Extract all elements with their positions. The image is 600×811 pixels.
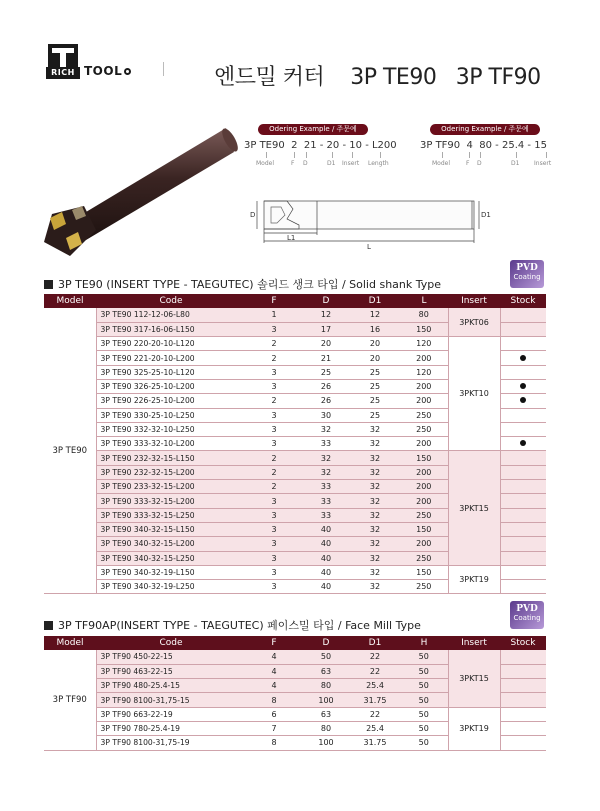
code-cell: 3P TE90 340-32-15-L200 [96, 537, 246, 551]
legend-d: D [477, 160, 482, 167]
stock-cell [500, 494, 546, 508]
code-cell: 3P TE90 332-32-10-L250 [96, 422, 246, 436]
d-cell: 26 [302, 379, 350, 393]
insert-cell: 3PKT15 [448, 650, 500, 707]
d-cell: 63 [302, 707, 350, 721]
stock-cell [500, 451, 546, 465]
logo-tool-text: TOOL [84, 64, 131, 78]
dim-d-label: D [250, 211, 256, 219]
code-cell: 3P TE90 317-16-06-L150 [96, 322, 246, 336]
d1-cell: 22 [350, 707, 400, 721]
stock-cell [500, 308, 546, 322]
d-cell: 17 [302, 322, 350, 336]
d1-cell: 31.75 [350, 693, 400, 707]
stock-cell [500, 508, 546, 522]
col-d1: D1 [350, 636, 400, 650]
d1-cell: 22 [350, 664, 400, 678]
code-cell: 3P TF90 463-22-15 [96, 664, 246, 678]
d1-cell: 32 [350, 465, 400, 479]
l-cell: 250 [400, 580, 448, 594]
endmill-tool-image [36, 110, 236, 260]
h-cell: 50 [400, 736, 448, 750]
col-code: Code [96, 636, 246, 650]
d1-cell: 20 [350, 337, 400, 351]
d1-cell: 16 [350, 322, 400, 336]
h-cell: 50 [400, 721, 448, 735]
d-cell: 33 [302, 437, 350, 451]
code-cell: 3P TF90 780-25.4-19 [96, 721, 246, 735]
dim-l1-label: L1 [287, 234, 296, 242]
ordering-label: Odering Example / 주문예 [258, 124, 368, 135]
stock-cell [500, 565, 546, 579]
d1-cell: 20 [350, 351, 400, 365]
col-d1: D1 [350, 294, 400, 308]
code-cell: 3P TE90 333-32-15-L200 [96, 494, 246, 508]
d1-cell: 31.75 [350, 736, 400, 750]
col-stock: Stock [500, 294, 546, 308]
l-cell: 120 [400, 365, 448, 379]
dim-d1-label: D1 [481, 211, 491, 219]
stock-cell [500, 736, 546, 750]
d1-cell: 25.4 [350, 721, 400, 735]
l-cell: 250 [400, 408, 448, 422]
page-title: 엔드밀 커터 3P TE90 3P TF90 [214, 65, 541, 90]
insert-cell: 3PKT19 [448, 707, 500, 750]
d-cell: 40 [302, 522, 350, 536]
ordering-code: 3P TF90 4 80 - 25.4 - 15 [420, 140, 547, 151]
stock-cell [500, 679, 546, 693]
in-stock-dot-icon [520, 355, 526, 361]
te90-spec-table [44, 294, 546, 594]
col-model: Model [44, 294, 96, 308]
h-cell: 50 [400, 707, 448, 721]
d-cell: 80 [302, 679, 350, 693]
l-cell: 200 [400, 480, 448, 494]
l-cell: 150 [400, 522, 448, 536]
d-cell: 12 [302, 308, 350, 322]
d1-cell: 32 [350, 508, 400, 522]
col-insert: Insert [448, 636, 500, 650]
brand-logo [46, 44, 146, 80]
l-cell: 150 [400, 322, 448, 336]
col-model: Model [44, 636, 96, 650]
code-cell: 3P TE90 333-32-15-L250 [96, 508, 246, 522]
dim-l-label: L [367, 243, 371, 251]
legend-length: Length [368, 160, 389, 167]
stock-cell [500, 408, 546, 422]
f-cell: 8 [246, 693, 302, 707]
d1-cell: 25 [350, 394, 400, 408]
d1-cell: 25 [350, 365, 400, 379]
d1-cell: 25 [350, 408, 400, 422]
code-cell: 3P TE90 112-12-06-L80 [96, 308, 246, 322]
l-cell: 120 [400, 337, 448, 351]
col-f: F [246, 636, 302, 650]
insert-cell: 3PKT06 [448, 308, 500, 337]
col-f: F [246, 294, 302, 308]
d1-cell: 32 [350, 580, 400, 594]
l-cell: 200 [400, 437, 448, 451]
d1-cell: 25.4 [350, 679, 400, 693]
in-stock-dot-icon [520, 440, 526, 446]
stock-cell [500, 379, 546, 393]
d-cell: 30 [302, 408, 350, 422]
insert-cell: 3PKT19 [448, 565, 500, 594]
f-cell: 3 [246, 580, 302, 594]
code-cell: 3P TF90 480-25.4-15 [96, 679, 246, 693]
l-cell: 200 [400, 494, 448, 508]
stock-cell [500, 664, 546, 678]
insert-cell: 3PKT10 [448, 337, 500, 451]
code-cell: 3P TE90 340-32-15-L250 [96, 551, 246, 565]
stock-cell [500, 721, 546, 735]
legend-insert: Insert [534, 160, 552, 167]
insert-cell: 3PKT15 [448, 451, 500, 565]
d-cell: 40 [302, 565, 350, 579]
l-cell: 250 [400, 422, 448, 436]
l-cell: 200 [400, 465, 448, 479]
code-cell: 3P TE90 333-32-10-L200 [96, 437, 246, 451]
col-insert: Insert [448, 294, 500, 308]
f-cell: 2 [246, 465, 302, 479]
ordering-example-tf90 [420, 124, 560, 174]
stock-cell [500, 337, 546, 351]
stock-cell [500, 437, 546, 451]
f-cell: 4 [246, 664, 302, 678]
in-stock-dot-icon [520, 397, 526, 403]
col-d: D [302, 294, 350, 308]
stock-cell [500, 522, 546, 536]
d-cell: 40 [302, 537, 350, 551]
d1-cell: 25 [350, 379, 400, 393]
d1-cell: 32 [350, 422, 400, 436]
stock-cell [500, 537, 546, 551]
d1-cell: 32 [350, 437, 400, 451]
d-cell: 80 [302, 721, 350, 735]
f-cell: 7 [246, 721, 302, 735]
pvd-coating-badge: PVD Coating [510, 260, 544, 288]
f-cell: 3 [246, 494, 302, 508]
l-cell: 250 [400, 551, 448, 565]
f-cell: 2 [246, 480, 302, 494]
code-cell: 3P TF90 450-22-15 [96, 650, 246, 664]
stock-cell [500, 707, 546, 721]
f-cell: 3 [246, 522, 302, 536]
l-cell: 150 [400, 565, 448, 579]
table-header-row [44, 636, 546, 650]
code-cell: 3P TE90 226-25-10-L200 [96, 394, 246, 408]
f-cell: 1 [246, 308, 302, 322]
d-cell: 100 [302, 736, 350, 750]
f-cell: 6 [246, 707, 302, 721]
d-cell: 33 [302, 508, 350, 522]
f-cell: 4 [246, 650, 302, 664]
stock-cell [500, 365, 546, 379]
d-cell: 40 [302, 551, 350, 565]
d1-cell: 32 [350, 522, 400, 536]
ordering-code: 3P TE90 2 21 - 20 - 10 - L200 [244, 140, 397, 151]
table-header-row [44, 294, 546, 308]
legend-model: Model [432, 160, 451, 167]
f-cell: 3 [246, 322, 302, 336]
legend-d: D [303, 160, 308, 167]
l-cell: 80 [400, 308, 448, 322]
code-cell: 3P TE90 330-25-10-L250 [96, 408, 246, 422]
stock-cell [500, 480, 546, 494]
d-cell: 20 [302, 337, 350, 351]
table-row [44, 451, 546, 465]
model-cell: 3P TE90 [44, 308, 96, 594]
section-tf90-title: 3P TF90AP(INSERT TYPE - TAEGUTEC) 페이스밀 타입 / Face Mill Type [44, 617, 421, 633]
ordering-label: Odering Example / 주문예 [430, 124, 540, 135]
d1-cell: 32 [350, 537, 400, 551]
h-cell: 50 [400, 664, 448, 678]
d-cell: 33 [302, 494, 350, 508]
f-cell: 3 [246, 537, 302, 551]
h-cell: 50 [400, 679, 448, 693]
f-cell: 3 [246, 365, 302, 379]
l-cell: 200 [400, 537, 448, 551]
f-cell: 8 [246, 736, 302, 750]
col-code: Code [96, 294, 246, 308]
h-cell: 50 [400, 650, 448, 664]
f-cell: 2 [246, 394, 302, 408]
d1-cell: 32 [350, 451, 400, 465]
section-te90-title: 3P TE90 (INSERT TYPE - TAEGUTEC) 솔리드 생크 타입 / Solid shank Type [44, 276, 441, 292]
col-d: D [302, 636, 350, 650]
code-cell: 3P TF90 8100-31,75-15 [96, 693, 246, 707]
d-cell: 63 [302, 664, 350, 678]
code-cell: 3P TE90 340-32-15-L150 [96, 522, 246, 536]
stock-cell [500, 422, 546, 436]
d-cell: 100 [302, 693, 350, 707]
f-cell: 2 [246, 351, 302, 365]
stock-cell [500, 580, 546, 594]
stock-cell [500, 650, 546, 664]
d1-cell: 32 [350, 480, 400, 494]
legend-insert: Insert [342, 160, 360, 167]
d-cell: 26 [302, 394, 350, 408]
model-cell: 3P TF90 [44, 650, 96, 750]
code-cell: 3P TE90 232-32-15-L200 [96, 465, 246, 479]
code-cell: 3P TE90 220-20-10-L120 [96, 337, 246, 351]
table-row [44, 337, 546, 351]
d-cell: 40 [302, 580, 350, 594]
h-cell: 50 [400, 693, 448, 707]
f-cell: 3 [246, 508, 302, 522]
d-cell: 32 [302, 451, 350, 465]
code-cell: 3P TE90 340-32-19-L250 [96, 580, 246, 594]
logo-rich-text: RICH [46, 67, 80, 79]
code-cell: 3P TE90 325-25-10-L120 [96, 365, 246, 379]
d-cell: 25 [302, 365, 350, 379]
l-cell: 150 [400, 451, 448, 465]
code-cell: 3P TE90 221-20-10-L200 [96, 351, 246, 365]
d-cell: 32 [302, 465, 350, 479]
stock-cell [500, 465, 546, 479]
l-cell: 250 [400, 508, 448, 522]
l-cell: 200 [400, 379, 448, 393]
stock-cell [500, 551, 546, 565]
f-cell: 3 [246, 437, 302, 451]
stock-cell [500, 394, 546, 408]
f-cell: 3 [246, 379, 302, 393]
d1-cell: 12 [350, 308, 400, 322]
pvd-coating-badge: PVD Coating [510, 601, 544, 629]
f-cell: 3 [246, 565, 302, 579]
stock-cell [500, 322, 546, 336]
stock-cell [500, 351, 546, 365]
f-cell: 3 [246, 422, 302, 436]
dimension-diagram [247, 195, 491, 255]
legend-d1: D1 [511, 160, 520, 167]
f-cell: 2 [246, 451, 302, 465]
f-cell: 2 [246, 337, 302, 351]
d-cell: 33 [302, 480, 350, 494]
table-row [44, 650, 546, 664]
d-cell: 32 [302, 422, 350, 436]
in-stock-dot-icon [520, 383, 526, 389]
f-cell: 4 [246, 679, 302, 693]
col-h: H [400, 636, 448, 650]
d-cell: 50 [302, 650, 350, 664]
f-cell: 3 [246, 551, 302, 565]
code-cell: 3P TF90 8100-31,75-19 [96, 736, 246, 750]
code-cell: 3P TE90 340-32-19-L150 [96, 565, 246, 579]
table-row [44, 565, 546, 579]
legend-f: F [466, 160, 470, 167]
col-stock: Stock [500, 636, 546, 650]
ordering-example-te90 [244, 124, 397, 174]
legend-model: Model [256, 160, 275, 167]
code-cell: 3P TF90 663-22-19 [96, 707, 246, 721]
tf90-spec-table [44, 636, 546, 751]
f-cell: 3 [246, 408, 302, 422]
table-row [44, 707, 546, 721]
code-cell: 3P TE90 326-25-10-L200 [96, 379, 246, 393]
l-cell: 200 [400, 351, 448, 365]
legend-d1: D1 [327, 160, 336, 167]
d1-cell: 32 [350, 494, 400, 508]
d1-cell: 32 [350, 565, 400, 579]
header-divider [163, 62, 164, 76]
l-cell: 200 [400, 394, 448, 408]
legend-f: F [291, 160, 295, 167]
col-l: L [400, 294, 448, 308]
d1-cell: 22 [350, 650, 400, 664]
table-row [44, 308, 546, 322]
d1-cell: 32 [350, 551, 400, 565]
code-cell: 3P TE90 232-32-15-L150 [96, 451, 246, 465]
stock-cell [500, 693, 546, 707]
code-cell: 3P TE90 233-32-15-L200 [96, 480, 246, 494]
d-cell: 21 [302, 351, 350, 365]
